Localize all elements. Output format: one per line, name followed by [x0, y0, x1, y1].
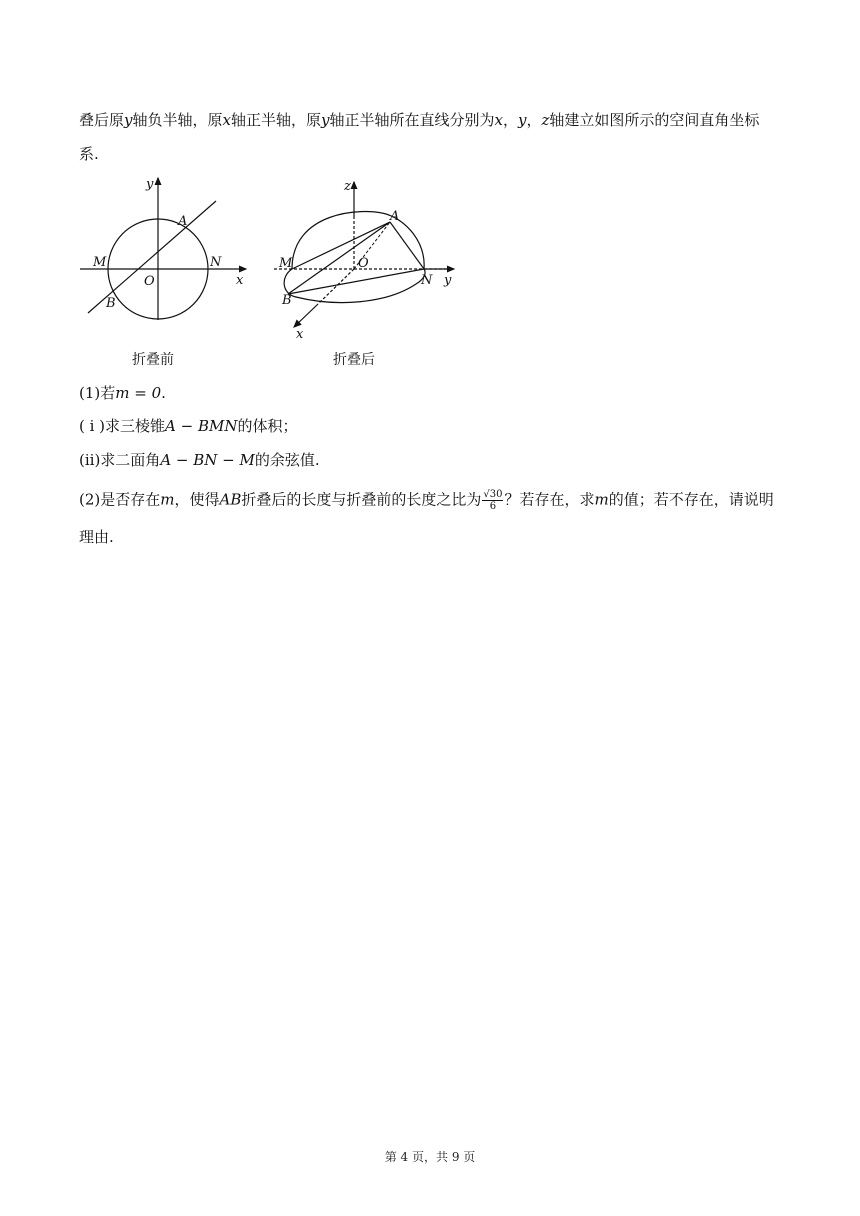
math-var: x	[222, 111, 231, 129]
text: 的值；若不存在，请说明	[608, 490, 774, 509]
page-footer: 第 4 页，共 9 页	[384, 1150, 476, 1164]
axis-x-label: x	[236, 273, 244, 288]
point-a-label: A	[390, 209, 400, 224]
math-var: m	[594, 490, 609, 509]
point-m-label: M	[279, 256, 293, 271]
figure-caption-before: 折叠前	[132, 352, 174, 368]
text: 的体积；	[237, 417, 298, 435]
math-var: y	[517, 111, 527, 129]
math-var: AB	[219, 490, 242, 509]
math-var: x	[494, 111, 503, 129]
fraction-denominator: 6	[489, 501, 497, 512]
text: 折叠后的长度与折叠前的长度之比为	[241, 490, 482, 509]
text: 轴正半轴，原	[230, 111, 321, 129]
text: ( ⅰ )求三棱锥	[79, 417, 166, 435]
point-n-label: N	[421, 273, 433, 288]
text: (ⅱ)求二面角	[79, 451, 161, 469]
point-m-label: M	[93, 255, 107, 270]
math-var: y	[124, 111, 133, 129]
math-var: z	[541, 111, 550, 129]
origin-label: O	[358, 256, 369, 271]
fraction-numerator: √30	[483, 489, 503, 500]
axis-y-label: y	[146, 177, 154, 192]
text: 的余弦值.	[254, 451, 320, 469]
figure-before-folding	[76, 172, 256, 372]
paragraph-line-1	[79, 110, 759, 130]
text: 叠后原	[79, 111, 125, 129]
math-expr: A − BN − M	[160, 451, 255, 469]
text: ，	[502, 111, 518, 129]
point-n-label: N	[210, 255, 222, 270]
axis-y-label: y	[444, 273, 452, 288]
text: ？若存在，求	[504, 490, 595, 509]
origin-label: O	[144, 274, 155, 289]
question-1-ii	[79, 450, 320, 470]
x-axis-dashed	[318, 269, 354, 304]
fraction	[482, 489, 503, 512]
axis-z-label: z	[344, 179, 351, 194]
question-2	[79, 489, 774, 512]
text: .	[161, 384, 166, 402]
segment-ma	[292, 222, 390, 269]
math-var: y	[321, 111, 330, 129]
question-1	[79, 383, 166, 403]
math-var: m	[160, 490, 175, 509]
paragraph-line-2: 系.	[79, 145, 99, 163]
text: ，使得	[174, 490, 220, 509]
figure-after-folding	[266, 172, 466, 372]
x-axis	[294, 304, 318, 327]
point-b-label: B	[106, 296, 116, 311]
lower-half-ellipse	[284, 269, 425, 303]
text: 轴负半轴，原	[132, 111, 223, 129]
point-b-label: B	[282, 293, 292, 308]
point-a-label: A	[178, 214, 188, 229]
text: 轴建立如图所示的空间直角坐标	[549, 111, 760, 129]
text: (1)若	[79, 384, 116, 402]
math-expr: m = 0	[115, 384, 162, 402]
text: (2)是否存在	[79, 490, 161, 509]
question-2-line-2: 理由.	[79, 528, 114, 546]
text: ，	[526, 111, 542, 129]
math-expr: A − BMN	[165, 417, 238, 435]
segment-an	[390, 222, 424, 269]
question-1-i	[79, 416, 298, 436]
axis-x-label: x	[296, 327, 304, 342]
text: 轴正半轴所在直线分别为	[329, 111, 495, 129]
figure-caption-after: 折叠后	[333, 352, 375, 368]
